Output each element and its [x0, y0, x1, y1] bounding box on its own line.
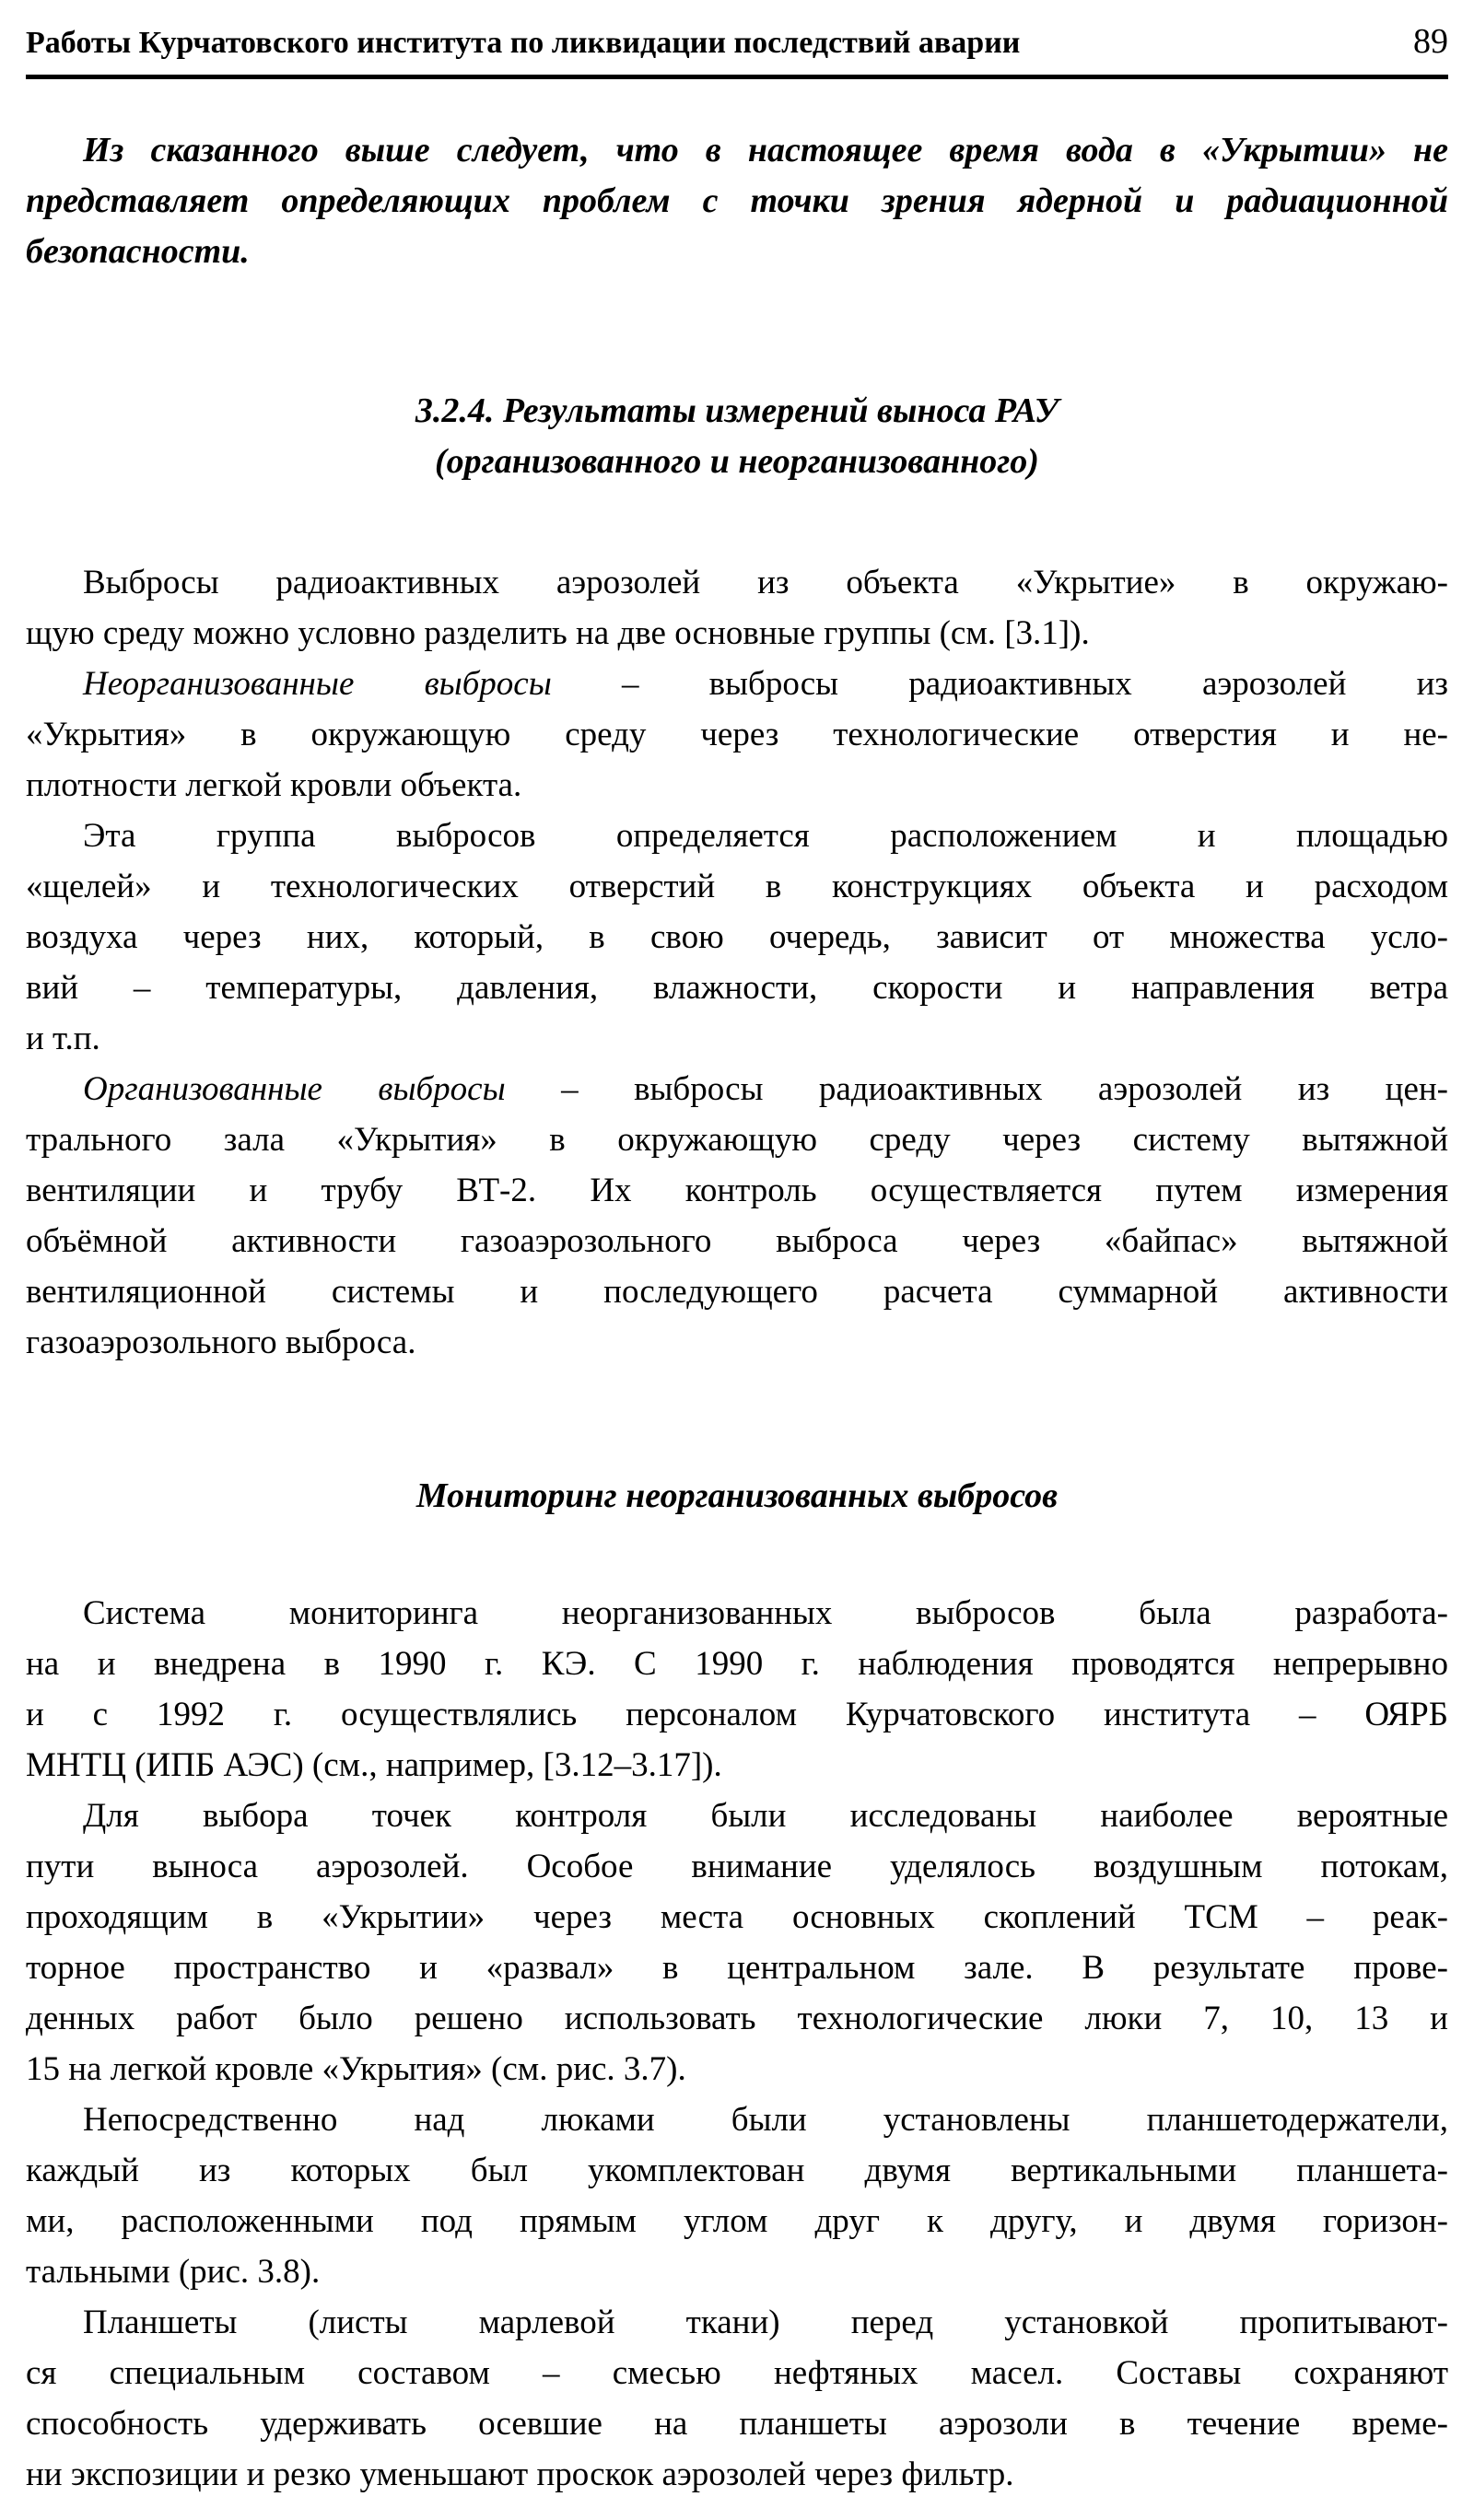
text-line: Неорганизованные выбросы – выбросы радиоактивных аэрозолей из: [83, 665, 1448, 703]
paragraph-control-points: [26, 1791, 1448, 2094]
text-line: безопасности.: [26, 232, 250, 271]
section-body: [26, 557, 1448, 1368]
monitoring-subheading: Мониторинг неорганизованных выбросов: [415, 1476, 1059, 1515]
text-line: представляет определяющих проблем с точки зрения ядерной и радиационной: [26, 181, 1448, 220]
text-line: Планшеты (листы марлевой ткани) перед установкой пропитывают-: [83, 2304, 1448, 2341]
text-line: тальными (рис. 3.8).: [26, 2253, 321, 2291]
paragraph-organized-releases: [26, 1064, 1448, 1368]
section-heading: [26, 386, 1448, 487]
text-line: газоаэрозольного выброса.: [26, 1324, 416, 1361]
text-line: каждый из которых был укомплектован двумя вертикальными планшета-: [26, 2152, 1448, 2189]
text-line: на и внедрена в 1990 г. КЭ. С 1990 г. наблюдения проводятся непрерывно: [26, 1645, 1448, 1683]
text-line: трального зала «Укрытия» в окружающую среду через систему вытяжной: [26, 1121, 1448, 1159]
text-line: пути выноса аэрозолей. Особое внимание уделялось воздушным потокам,: [26, 1848, 1448, 1885]
text-line: денных работ было решено использовать технологические люки 7, 10, 13 и: [26, 2000, 1448, 2037]
text-line: воздуха через них, который, в свою очередь, зависит от множества усло-: [26, 918, 1448, 956]
text-line: объёмной активности газоаэрозольного выброса через «байпас» вытяжной: [26, 1222, 1448, 1260]
text-line: ся специальным составом – смесью нефтяных масел. Составы сохраняют: [26, 2354, 1448, 2392]
text-line: ни экспозиции и резко уменьшают проскок аэрозолей через фильтр.: [26, 2456, 1014, 2493]
text-line: МНТЦ (ИПБ АЭС) (см., например, [3.12–3.17]).: [26, 1746, 722, 1784]
text-line: Непосредственно над люками были установлены планшетодержатели,: [83, 2101, 1448, 2139]
text-line: способность удерживать осевшие на планшеты аэрозоли в течение време-: [26, 2405, 1448, 2443]
monitoring-body: [26, 1588, 1448, 2500]
text-line: щую среду можно условно разделить на две основные группы (см. [3.1]).: [26, 614, 1090, 652]
text-line: Выбросы радиоактивных аэрозолей из объекта «Укрытие» в окружаю-: [83, 564, 1448, 601]
header-divider: [26, 75, 1448, 79]
paragraph-monitoring-system: [26, 1588, 1448, 1791]
text-line: «Укрытия» в окружающую среду через технологические отверстия и не-: [26, 716, 1448, 753]
text-line: Из сказанного выше следует, что в настоящее время вода в «Укрытии» не: [83, 131, 1448, 169]
text-line: Система мониторинга неорганизованных выбросов была разработа-: [83, 1594, 1448, 1632]
text-line: проходящим в «Укрытии» через места основных скоплений ТСМ – реак-: [26, 1898, 1448, 1936]
text-line: ми, расположенными под прямым углом друг к другу, и двумя горизон-: [26, 2202, 1448, 2240]
text-line: вий – температуры, давления, влажности, скорости и направления ветра: [26, 969, 1448, 1007]
text-line: вентиляционной системы и последующего расчета суммарной активности: [26, 1273, 1448, 1311]
running-header: [26, 20, 1448, 64]
text-line: плотности легкой кровли объекта.: [26, 766, 522, 804]
intro-paragraph: [26, 125, 1448, 277]
italic-lead: Неорганизованные выбросы: [83, 665, 552, 703]
header-title: Работы Курчатовского института по ликвидации последствий аварии: [26, 26, 1021, 60]
paragraph-tablet-holders: [26, 2094, 1448, 2297]
text-line: и с 1992 г. осуществлялись персоналом Курчатовского института – ОЯРБ: [26, 1696, 1448, 1733]
paragraph-aerosol-groups: [26, 557, 1448, 659]
text-line: Эта группа выбросов определяется расположением и площадью: [83, 817, 1448, 855]
text-line: Для выбора точек контроля были исследованы наиболее вероятные: [83, 1797, 1448, 1835]
paragraph-tablets: [26, 2297, 1448, 2500]
text-line: «щелей» и технологических отверстий в конструкциях объекта и расходом: [26, 868, 1448, 905]
section-heading-line2: (организованного и неорганизованного): [435, 442, 1039, 481]
text-line: 15 на легкой кровле «Укрытия» (см. рис. 3.7).: [26, 2050, 686, 2088]
section-heading-line1: 3.2.4. Результаты измерений выноса РАУ: [415, 391, 1059, 430]
text-line: Организованные выбросы – выбросы радиоактивных аэрозолей из цен-: [83, 1070, 1448, 1108]
paragraph-release-factors: [26, 811, 1448, 1064]
italic-lead: Организованные выбросы: [83, 1070, 506, 1108]
paragraph-unorganized-releases: [26, 659, 1448, 811]
page-number: 89: [1413, 22, 1448, 61]
text-line: торное пространство и «развал» в центральном зале. В результате прове-: [26, 1949, 1448, 1987]
text-line: и т.п.: [26, 1020, 100, 1057]
text-line: вентиляции и трубу ВТ-2. Их контроль осуществляется путем измерения: [26, 1172, 1448, 1209]
